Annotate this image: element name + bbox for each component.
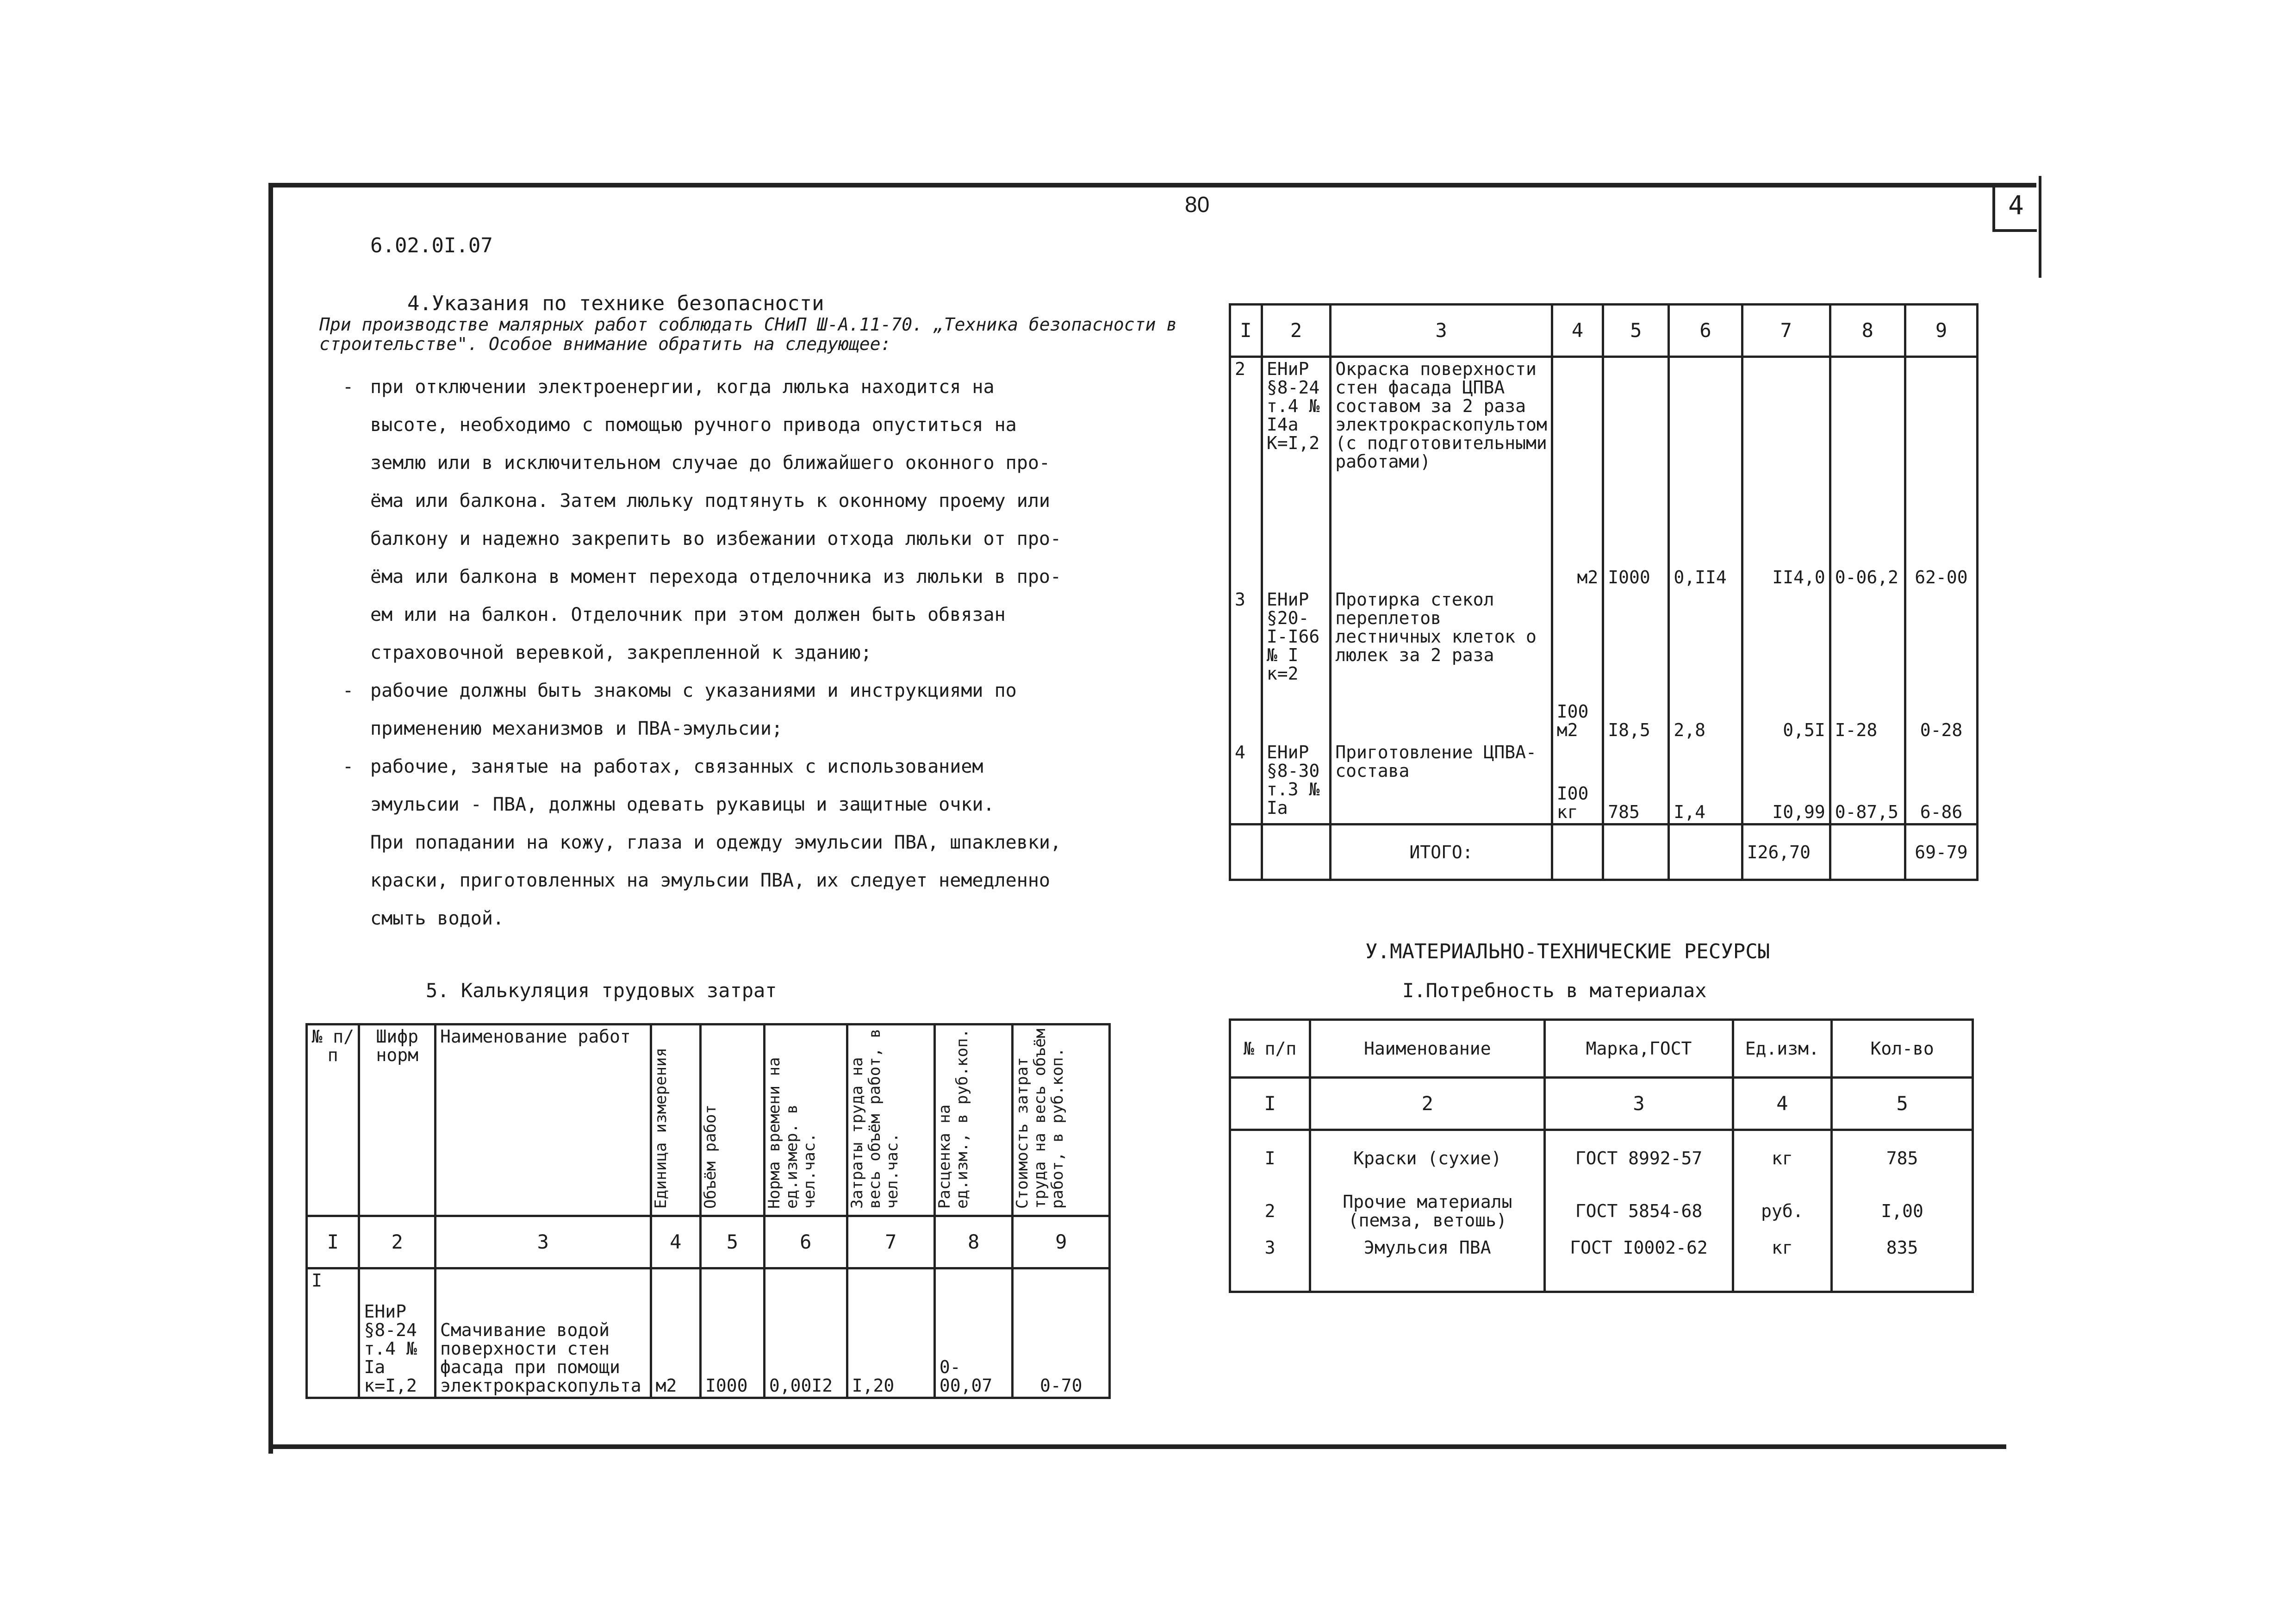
table-row xyxy=(1230,741,1978,824)
empty-cell xyxy=(1262,824,1330,880)
materials-header-qty: Кол-во xyxy=(1832,1020,1973,1078)
table-row xyxy=(1230,1186,1973,1237)
table-row xyxy=(1230,1130,1973,1186)
empty-cell xyxy=(1669,824,1742,880)
calc-header-code: Шифр норм xyxy=(359,1024,436,1216)
resources-section-title: У.МАТЕРИАЛЬНО-ТЕХНИЧЕСКИЕ РЕСУРСЫ xyxy=(1365,940,1770,963)
calc-colnum: 4 xyxy=(651,1216,700,1268)
calc-colnum-row xyxy=(307,1216,1110,1268)
calc-row-norm: 2,8 xyxy=(1669,588,1742,741)
calc-row-number: 3 xyxy=(1230,588,1262,741)
table-row xyxy=(307,1268,1110,1398)
safety-line xyxy=(342,710,1157,748)
calc-header-volume: Объём работ xyxy=(700,1024,764,1216)
materials-colnum: I xyxy=(1230,1078,1310,1130)
materials-row-unit: кг xyxy=(1733,1130,1832,1186)
calc-row-volume: I000 xyxy=(1603,357,1669,588)
safety-line xyxy=(342,558,1157,596)
frame-top-border xyxy=(268,183,2036,187)
empty-cell xyxy=(1603,824,1669,880)
calc-row-unit: м2 xyxy=(1552,357,1603,588)
frame-left-border xyxy=(268,183,273,1454)
safety-line-text: ёма или балкона в момент перехода отделочника из люльки в про- xyxy=(370,566,1062,587)
safety-line-text: рабочие должны быть знакомы с указаниями и инструкциями по xyxy=(370,680,1017,701)
calc-row-rate: I-28 xyxy=(1830,588,1905,741)
calc-row-labor: I0,99 xyxy=(1742,741,1830,824)
safety-line xyxy=(342,824,1157,862)
calc-table-part2 xyxy=(1229,303,1979,881)
materials-colnum: 2 xyxy=(1310,1078,1545,1130)
safety-line-text: смыть водой. xyxy=(370,908,504,929)
document-code: 6.02.0I.07 xyxy=(370,234,493,257)
calc-row-name: Приготовление ЦПВА-состава xyxy=(1331,741,1552,824)
sheet-number-box: 4 xyxy=(1992,183,2037,232)
safety-line-text: При попадании на кожу, глаза и одежду эмульсии ПВА, шпаклевки, xyxy=(370,832,1062,853)
calc-row-cost: 0-70 xyxy=(1013,1268,1110,1398)
frame-right-edge xyxy=(2039,176,2041,278)
table-row xyxy=(1230,588,1978,741)
materials-header-gost: Марка,ГОСТ xyxy=(1545,1020,1733,1078)
calc-section-title: 5. Калькуляция трудовых затрат xyxy=(426,979,777,1002)
table-row xyxy=(1230,1237,1973,1292)
safety-line xyxy=(342,672,1157,710)
materials-row-unit: руб. xyxy=(1733,1186,1832,1237)
calc-row-cost: 6-86 xyxy=(1905,741,1977,824)
calc-header-labor: Затраты труда на весь объём работ, в чел.час. xyxy=(847,1024,934,1216)
calc-colnum: I xyxy=(307,1216,359,1268)
materials-row-name: Краски (сухие) xyxy=(1310,1130,1545,1186)
materials-row-qty: 785 xyxy=(1832,1130,1973,1186)
safety-line xyxy=(342,899,1157,937)
safety-line-text: рабочие, занятые на работах, связанных с использованием xyxy=(370,756,983,777)
calc-row-rate: 0-00,07 xyxy=(934,1268,1013,1398)
calc-colnum: 4 xyxy=(1552,305,1603,357)
calc-colnum: 6 xyxy=(1669,305,1742,357)
resources-subtitle: I.Потребность в материалах xyxy=(1402,979,1707,1002)
safety-line xyxy=(342,368,1157,406)
calc-row-rate: 0-06,2 xyxy=(1830,357,1905,588)
calc-row-volume: I000 xyxy=(700,1268,764,1398)
calc-header-name: Наименование работ xyxy=(435,1024,651,1216)
safety-line-text: применению механизмов и ПВА-эмульсии; xyxy=(370,718,783,739)
calc-header-row xyxy=(307,1024,1110,1216)
safety-line-text: высоте, необходимо с помощью ручного привода опуститься на xyxy=(370,414,1017,436)
calc-header-norm: Норма времени на ед.измер. в чел.час. xyxy=(764,1024,847,1216)
safety-line xyxy=(342,596,1157,634)
safety-instructions xyxy=(342,368,1157,937)
calc-colnum: 7 xyxy=(1742,305,1830,357)
calc-row-volume: I8,5 xyxy=(1603,588,1669,741)
calc-colnum: 3 xyxy=(435,1216,651,1268)
calc-row-unit: м2 xyxy=(651,1268,700,1398)
safety-line xyxy=(342,748,1157,786)
materials-header-row xyxy=(1230,1020,1973,1078)
calc-colnum: 8 xyxy=(934,1216,1013,1268)
safety-intro-note: При производстве малярных работ соблюдать СНиП Ш-А.11-70. „Техника безопасности в строительстве". Особое внимание обратить на следующее: xyxy=(319,314,1177,354)
materials-row-gost: ГОСТ 5854-68 xyxy=(1545,1186,1733,1237)
safety-line-text: землю или в исключительном случае до ближайшего оконного про- xyxy=(370,452,1051,474)
materials-header-name: Наименование xyxy=(1310,1020,1545,1078)
calc-row-cost: 62-00 xyxy=(1905,357,1977,588)
calc-colnum: 6 xyxy=(764,1216,847,1268)
empty-cell xyxy=(1230,824,1262,880)
materials-table xyxy=(1229,1018,1974,1293)
calc-total-labor: I26,70 xyxy=(1742,824,1830,880)
calc-row-name: Окраска поверхности стен фасада ЦПВА составом за 2 раза электрокраскопультом (с подготовительными работами) xyxy=(1331,357,1552,588)
list-marker: - xyxy=(342,376,354,398)
materials-row-gost: ГОСТ 8992-57 xyxy=(1545,1130,1733,1186)
table-row xyxy=(1230,357,1978,588)
materials-row-number: 3 xyxy=(1230,1237,1310,1292)
calc-row-volume: 785 xyxy=(1603,741,1669,824)
calc-row-norm: 0,00I2 xyxy=(764,1268,847,1398)
calc-row-cost: 0-28 xyxy=(1905,588,1977,741)
calc-row-unit: I00 кг xyxy=(1552,741,1603,824)
safety-line xyxy=(342,786,1157,824)
materials-colnum: 3 xyxy=(1545,1078,1733,1130)
empty-cell xyxy=(1830,824,1905,880)
safety-line xyxy=(342,862,1157,899)
calc-colnum: 5 xyxy=(700,1216,764,1268)
calc-row-labor: 0,5I xyxy=(1742,588,1830,741)
calc-row-rate: 0-87,5 xyxy=(1830,741,1905,824)
materials-row-number: 2 xyxy=(1230,1186,1310,1237)
calc-colnum: 9 xyxy=(1013,1216,1110,1268)
calc-colnum: 8 xyxy=(1830,305,1905,357)
materials-row-qty: I,00 xyxy=(1832,1186,1973,1237)
materials-header-unit: Ед.изм. xyxy=(1733,1020,1832,1078)
calc-colnum: I xyxy=(1230,305,1262,357)
safety-line xyxy=(342,482,1157,520)
calc-colnum: 2 xyxy=(1262,305,1330,357)
safety-line-text: балкону и надежно закрепить во избежании отхода люльки от про- xyxy=(370,528,1062,550)
calc-row-unit: I00 м2 xyxy=(1552,588,1603,741)
safety-line xyxy=(342,406,1157,444)
calc-header-cost: Стоимость затрат труда на весь объём работ, в руб.коп. xyxy=(1013,1024,1110,1216)
safety-line xyxy=(342,634,1157,672)
safety-line-text: страховочной веревкой, закрепленной к зданию; xyxy=(370,642,872,663)
calc-colnum: 9 xyxy=(1905,305,1977,357)
frame-bottom-border xyxy=(268,1444,2006,1449)
safety-line xyxy=(342,520,1157,558)
calc-total-row xyxy=(1230,824,1978,880)
calc-table-part1 xyxy=(305,1023,1111,1399)
materials-colnum-row xyxy=(1230,1078,1973,1130)
materials-row-qty: 835 xyxy=(1832,1237,1973,1292)
materials-header-num: № п/п xyxy=(1230,1020,1310,1078)
calc-row-number: 4 xyxy=(1230,741,1262,824)
safety-line-text: эмульсии - ПВА, должны одевать рукавицы и защитные очки. xyxy=(370,794,995,815)
calc-header-unit: Единица измерения xyxy=(651,1024,700,1216)
materials-row-name: Прочие материалы (пемза, ветошь) xyxy=(1310,1186,1545,1237)
calc-colnum: 5 xyxy=(1603,305,1669,357)
calc-row-labor: II4,0 xyxy=(1742,357,1830,588)
materials-row-name: Эмульсия ПВА xyxy=(1310,1237,1545,1292)
calc-colnum: 2 xyxy=(359,1216,436,1268)
calc-row-norm: I,4 xyxy=(1669,741,1742,824)
calc-row-code: ЕНиР §8-30 т.3 № Iа xyxy=(1262,741,1330,824)
calc-total-cost: 69-79 xyxy=(1905,824,1977,880)
safety-line xyxy=(342,444,1157,482)
safety-line-text: ем или на балкон. Отделочник при этом должен быть обвязан xyxy=(370,604,1006,625)
materials-colnum: 4 xyxy=(1733,1078,1832,1130)
safety-line-text: краски, приготовленных на эмульсии ПВА, их следует немедленно xyxy=(370,870,1051,891)
calc-colnum: 7 xyxy=(847,1216,934,1268)
calc-row-code: ЕНиР §8-24 т.4 № I4а К=I,2 xyxy=(1262,357,1330,588)
materials-row-number: I xyxy=(1230,1130,1310,1186)
safety-section-title: 4.Указания по технике безопасности xyxy=(407,292,824,315)
materials-row-gost: ГОСТ I0002-62 xyxy=(1545,1237,1733,1292)
calc-header-num: № п/п xyxy=(307,1024,359,1216)
calc-header-rate: Расценка на ед.изм., в руб.коп. xyxy=(934,1024,1013,1216)
safety-line-text: при отключении электроенергии, когда люлька находится на xyxy=(370,376,995,398)
calc-row-code: ЕНиР §20-I-I66 № I к=2 xyxy=(1262,588,1330,741)
safety-line-text: ёма или балкона. Затем люльку подтянуть к оконному проему или xyxy=(370,490,1051,512)
materials-colnum: 5 xyxy=(1832,1078,1973,1130)
calc-row-code: ЕНиР §8-24 т.4 № Iа к=I,2 xyxy=(359,1268,436,1398)
calc-row-name: Протирка стекол переплетов лестничных клеток о люлек за 2 раза xyxy=(1331,588,1552,741)
calc-row-number: 2 xyxy=(1230,357,1262,588)
page-number: 80 xyxy=(1185,193,1210,217)
materials-row-unit: кг xyxy=(1733,1237,1832,1292)
calc-row-labor: I,20 xyxy=(847,1268,934,1398)
list-marker: - xyxy=(342,756,354,777)
list-marker: - xyxy=(342,680,354,701)
calc-colnum-row xyxy=(1230,305,1978,357)
empty-cell xyxy=(1552,824,1603,880)
calc-row-norm: 0,II4 xyxy=(1669,357,1742,588)
calc-row-name: Смачивание водой поверхности стен фасада при помощи электрокраскопульта xyxy=(435,1268,651,1398)
calc-row-number: I xyxy=(307,1268,359,1398)
calc-total-label: ИТОГО: xyxy=(1331,824,1552,880)
calc-colnum: 3 xyxy=(1331,305,1552,357)
